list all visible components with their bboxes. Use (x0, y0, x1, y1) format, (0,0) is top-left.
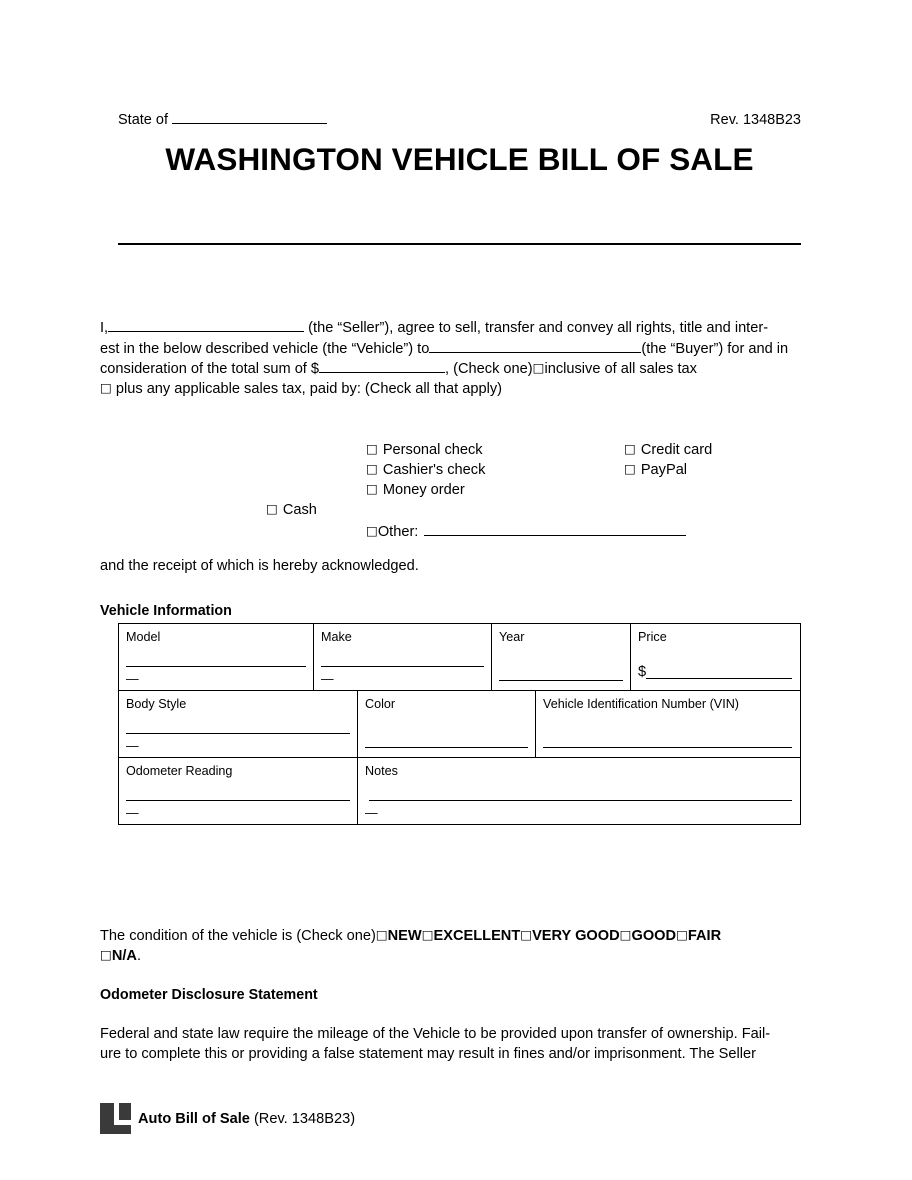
field-color-rule (365, 747, 528, 748)
seller-name-blank[interactable] (108, 318, 304, 332)
field-body-style[interactable] (119, 691, 358, 757)
field-price-rule (646, 667, 792, 679)
payment-option-cash[interactable] (266, 500, 317, 520)
table-row (119, 691, 800, 758)
payment-column-cash (266, 500, 317, 520)
payment-option-cashiers-check-label: Cashier's check (382, 462, 486, 478)
intro-line-2-prefix: est in the below described vehicle (the “Vehicle”) to (100, 340, 430, 357)
intro-line-3-mid: , (Check one) (445, 361, 533, 377)
odometer-disclosure-heading: Odometer Disclosure Statement (100, 987, 318, 1003)
field-make-label: Make (321, 630, 352, 644)
field-model-rule (126, 666, 306, 667)
checkbox-condition-na[interactable]: □ (100, 946, 112, 962)
field-odometer-reading[interactable] (119, 758, 358, 824)
logo-corner-tab (119, 1103, 131, 1120)
intro-line-1 (100, 318, 800, 339)
auto-bill-of-sale-logo-icon (100, 1103, 131, 1134)
field-year-input[interactable] (499, 680, 623, 681)
page-footer (100, 1103, 355, 1134)
odometer-body-line-1: Federal and state law require the mileage of the Vehicle to be provided upon transfer of ownership. Fail- (100, 1026, 771, 1042)
vehicle-information-table (118, 623, 801, 825)
checkbox-condition-very-good[interactable]: □ (520, 927, 533, 942)
payment-option-credit-card-label: Credit card (640, 442, 713, 458)
total-sum-blank[interactable] (319, 359, 445, 373)
payment-option-other[interactable] (366, 522, 686, 542)
condition-option-na: N/A (111, 947, 137, 964)
field-odometer-reading-rule (126, 800, 350, 801)
payment-option-credit-card[interactable] (624, 440, 712, 460)
field-odometer-reading-dash: — (126, 806, 139, 820)
checkbox-credit-card[interactable]: □ (624, 441, 636, 456)
page-title: WASHINGTON VEHICLE BILL OF SALE (165, 141, 754, 177)
intro-line-3 (100, 359, 800, 380)
payment-column-electronic (624, 440, 712, 480)
field-model-input[interactable] (126, 666, 306, 667)
field-make[interactable] (314, 624, 492, 690)
checkbox-condition-fair[interactable]: □ (676, 927, 688, 942)
payment-option-money-order-label: Money order (382, 482, 465, 498)
footer-label (138, 1111, 355, 1127)
field-year[interactable] (492, 624, 631, 690)
checkbox-condition-excellent[interactable]: □ (421, 927, 434, 942)
odometer-body-line-2: ure to complete this or providing a false statement may result in fines and/or imprisonment. The Seller (100, 1045, 756, 1062)
field-vin[interactable] (536, 691, 799, 757)
field-year-label: Year (499, 630, 525, 644)
field-notes[interactable] (358, 758, 799, 824)
vehicle-condition-section (100, 927, 800, 966)
payment-option-money-order[interactable] (366, 480, 485, 500)
field-price[interactable] (631, 624, 799, 690)
footer-revision: (Rev. 1348B23) (249, 1110, 356, 1127)
checkbox-condition-good[interactable]: □ (619, 927, 632, 942)
checkbox-other[interactable]: □ (366, 523, 378, 538)
field-body-style-label: Body Style (126, 697, 187, 711)
field-year-rule (499, 680, 623, 681)
state-of-field[interactable] (118, 110, 327, 128)
logo-horizontal-bar (100, 1125, 131, 1134)
checkbox-inclusive-tax[interactable]: □ (532, 360, 545, 375)
vehicle-information-heading: Vehicle Information (100, 603, 232, 619)
field-make-rule (321, 666, 484, 667)
field-price-input[interactable] (638, 666, 792, 679)
buyer-name-blank[interactable] (429, 339, 641, 353)
checkbox-cash[interactable]: □ (266, 501, 278, 516)
checkbox-personal-check[interactable]: □ (366, 441, 378, 456)
odometer-disclosure-body (100, 1025, 800, 1064)
field-color-input[interactable] (365, 747, 528, 748)
state-of-label: State of (118, 112, 168, 128)
field-model-dash: — (126, 672, 139, 686)
state-of-blank[interactable] (172, 110, 327, 124)
field-body-style-input[interactable] (126, 733, 350, 734)
field-odometer-reading-input[interactable] (126, 800, 350, 801)
payment-column-checks (366, 440, 485, 500)
payment-option-personal-check-label: Personal check (382, 442, 483, 458)
receipt-acknowledgement: and the receipt of which is hereby acknowledged. (100, 558, 419, 574)
condition-option-very-good: VERY GOOD (532, 928, 620, 944)
payment-other-blank[interactable] (424, 522, 686, 536)
checkbox-cashiers-check[interactable]: □ (366, 461, 378, 476)
field-color-label: Color (365, 697, 396, 711)
field-body-style-rule (126, 733, 350, 734)
footer-brand: Auto Bill of Sale (138, 1110, 250, 1127)
field-price-label: Price (638, 630, 667, 644)
condition-option-new: NEW (387, 928, 422, 944)
intro-line-4 (100, 380, 800, 400)
payment-option-cashiers-check[interactable] (366, 460, 485, 480)
checkbox-plus-tax[interactable]: □ (100, 379, 112, 395)
payment-option-cash-label: Cash (282, 502, 317, 518)
payment-option-other-label: Other: (377, 524, 419, 540)
field-notes-dash: — (365, 806, 378, 820)
field-color[interactable] (358, 691, 536, 757)
intro-line-3-suffix: inclusive of all sales tax (544, 361, 697, 377)
field-notes-rule (369, 800, 792, 801)
intro-line-2-suffix: (the “Buyer”) for and in (641, 340, 789, 357)
condition-option-excellent: EXCELLENT (433, 928, 521, 944)
field-model-label: Model (126, 630, 161, 644)
intro-line-4-text: plus any applicable sales tax, paid by: (Check all that apply) (111, 380, 503, 397)
payment-option-paypal[interactable] (624, 460, 712, 480)
field-vin-input[interactable] (543, 747, 792, 748)
field-model[interactable] (119, 624, 314, 690)
intro-line-1-suffix: (the “Seller”), agree to sell, transfer and convey all rights, title and inter- (304, 320, 769, 336)
condition-period: . (136, 947, 142, 964)
intro-line-3-prefix: consideration of the total sum of $ (100, 361, 320, 377)
condition-option-good: GOOD (631, 928, 677, 944)
field-vin-label: Vehicle Identification Number (VIN) (543, 697, 739, 711)
field-body-style-dash: — (126, 739, 139, 753)
field-notes-label: Notes (365, 764, 398, 778)
condition-lead-text: The condition of the vehicle is (Check one) (100, 928, 376, 944)
field-odometer-reading-label: Odometer Reading (126, 764, 233, 778)
intro-paragraph (100, 318, 800, 399)
table-row (119, 624, 800, 691)
payment-option-personal-check[interactable] (366, 440, 485, 460)
field-vin-rule (543, 747, 792, 748)
intro-line-2 (100, 339, 800, 360)
document-header (118, 110, 801, 128)
field-make-input[interactable] (321, 666, 484, 667)
price-currency-symbol: $ (638, 664, 647, 680)
field-make-dash: — (321, 672, 334, 686)
table-row (119, 758, 800, 824)
condition-option-fair: FAIR (687, 928, 722, 944)
checkbox-money-order[interactable]: □ (366, 481, 378, 496)
title-divider (118, 243, 801, 245)
revision-label: Rev. 1348B23 (710, 112, 801, 128)
checkbox-condition-new[interactable]: □ (375, 927, 388, 942)
checkbox-paypal[interactable]: □ (624, 461, 636, 476)
field-notes-input[interactable] (365, 800, 792, 801)
intro-line-1-prefix: I, (100, 320, 109, 336)
payment-option-paypal-label: PayPal (640, 462, 688, 478)
